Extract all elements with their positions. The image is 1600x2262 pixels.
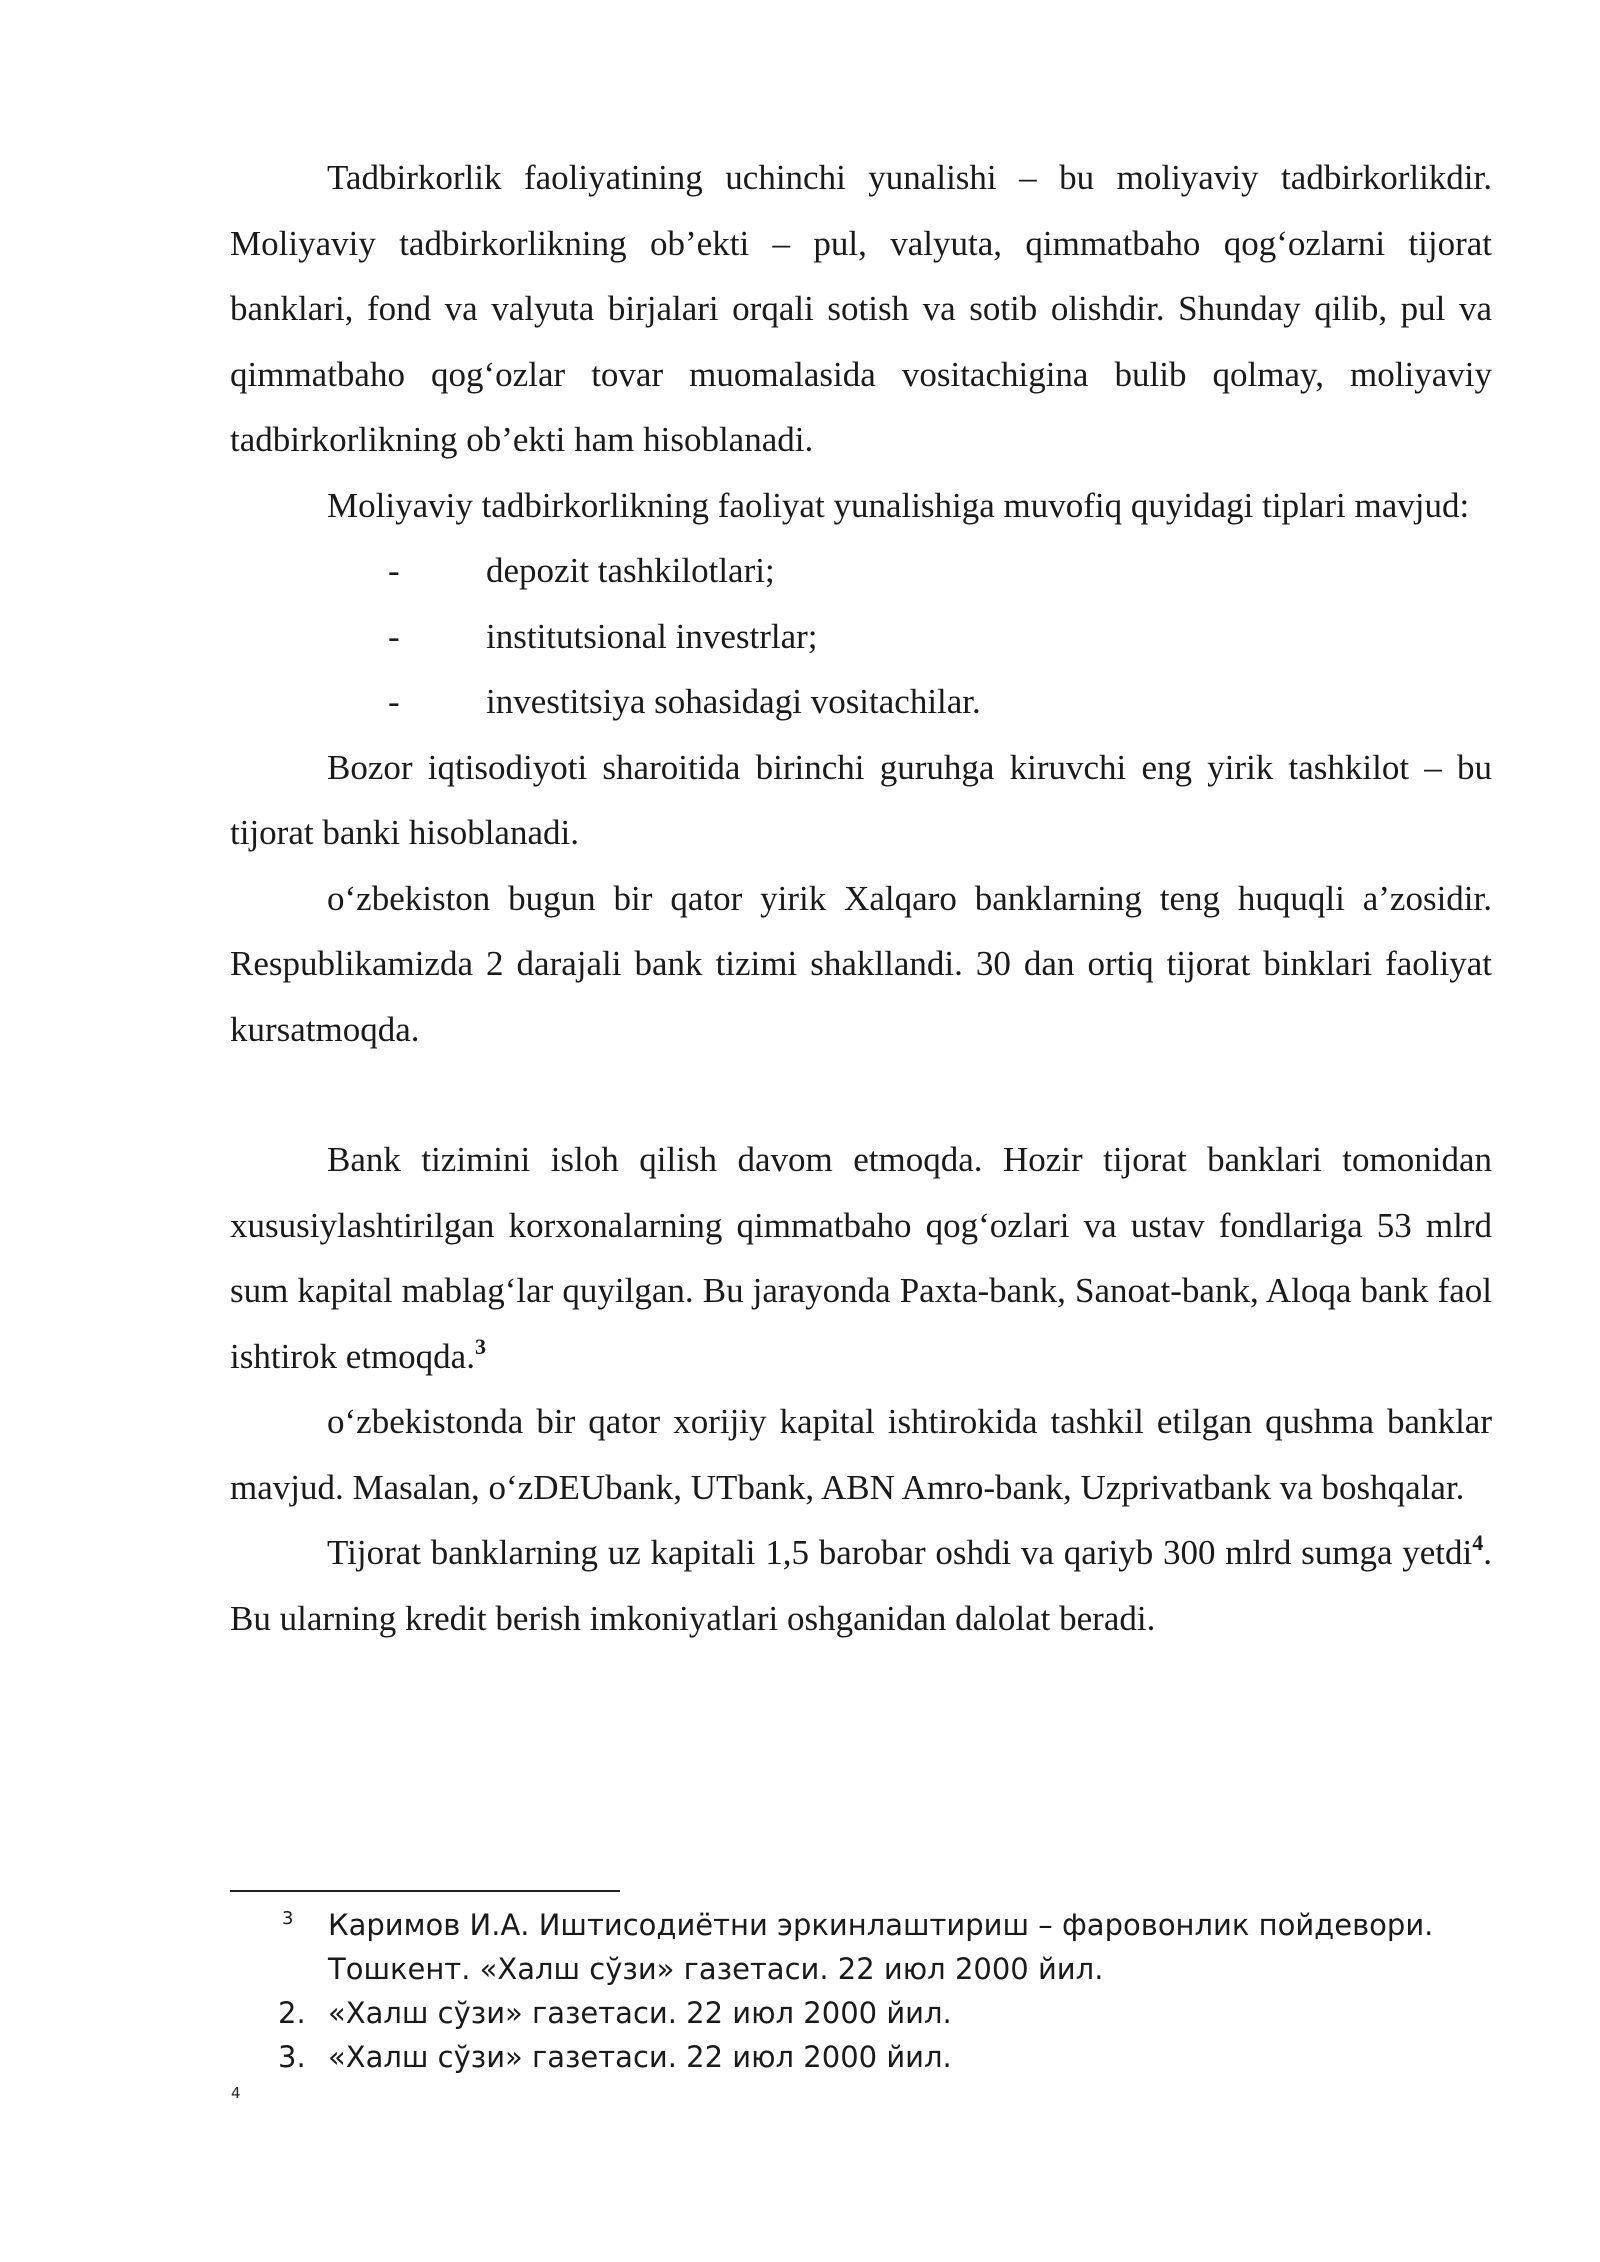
footnote-marker-4: 4: [231, 2084, 241, 2102]
list-dash: -: [388, 682, 400, 721]
paragraph-joint-banks: o‘zbekistonda bir qator xorijiy kapital ishtirokida tashkil etilgan qushma banklar mavjud. Masalan, o‘zDEUbank, UTbank, ABN Amro-bank, Uzprivatbank va boshqalar.: [230, 1402, 1492, 1507]
footnote-marker: 3: [282, 1908, 294, 1929]
footnote-text: Каримов И.А. Иштисодиётни эркинлаштириш – фаровонлик пойдевори. Тошкент. «Халш сўзи» газетаси. 22 июл 2000 йил.: [328, 1908, 1434, 1986]
list-item: - investitsiya sohasidagi vositachilar.: [230, 669, 1492, 735]
footnote-ref-4[interactable]: 4: [1472, 1530, 1484, 1555]
paragraph-financial-entrepreneurship: Tadbirkorlik faoliyatining uchinchi yunalishi – bu moliyaviy tadbirkorlikdir. Moliyaviy tadbirkorlikning ob’ekti – pul, valyuta, qimmatbaho qog‘ozlarni tijorat banklari, fond va valyuta birjalari orqali sotish va sotib olishdir. Shunday qilib, pul va qimmatbaho qog‘ozlar tovar muomalasida vositachigina bulib qolmay, moliyaviy tadbirkorlikning ob’ekti ham hisoblanadi.: [230, 158, 1492, 459]
footnote-ref-3[interactable]: 3: [474, 1333, 486, 1359]
paragraph-bank-reform: Bank tizimini isloh qilish davom etmoqda. Hozir tijorat banklari tomonidan xususiylashtirilgan korxonalarning qimmatbaho qog‘ozlari va ustav fondlariga 53 mlrd sum kapital mablag‘lar quyilgan. Bu jarayonda Paxta-bank, Sanoat-bank, Aloqa bank faol ishtirok etmoqda.$^3$: [230, 1140, 1492, 1376]
footnote-item: [230, 2035, 1530, 2079]
list-item: - institutsional investrlar;: [230, 604, 1492, 670]
footnote-item: [230, 1991, 1530, 2035]
list-item: - depozit tashkilotlari;: [230, 538, 1492, 604]
footnote-number: 3.: [278, 2040, 306, 2074]
footnotes: [230, 1903, 1530, 2079]
footnote-text: «Халш сўзи» газетаси. 22 июл 2000 йил.: [328, 1996, 952, 2030]
footnote-number: 2.: [278, 1996, 306, 2030]
paragraph-commercial-bank: Bozor iqtisodiyoti sharoitida birinchi guruhga kiruvchi eng yirik tashkilot – bu tijorat banki hisoblanadi.: [230, 747, 1492, 852]
paragraph-capital-growth: Tijorat banklarning uz kapitali 1,5 barobar oshdi va qariyb 300 mlrd sumga yetdi$^4$. Bu ularning kredit berish imkoniyatlari oshganidan dalolat beradi.: [230, 1530, 1492, 1638]
paragraph-types-intro: Moliyaviy tadbirkorlikning faoliyat yunalishiga muvofiq quyidagi tiplari mavjud:: [327, 485, 1470, 525]
list-dash: -: [388, 616, 400, 656]
paragraph-uzbekistan-banks: o‘zbekiston bugun bir qator yirik Xalqaro banklarning teng huquqli a’zosidir. Respublikamizda 2 darajali bank tizimi shakllandi. 30 dan ortiq tijorat binklari faoliyat kursatmoqda.: [230, 878, 1492, 1049]
body-text: [230, 145, 1492, 1651]
footnote-separator: [230, 1890, 620, 1892]
types-list: [230, 538, 1492, 735]
footnote-item: [230, 1903, 1530, 1991]
list-dash: -: [388, 551, 400, 590]
footnote-text: «Халш сўзи» газетаси. 22 июл 2000 йил.: [328, 2040, 952, 2074]
